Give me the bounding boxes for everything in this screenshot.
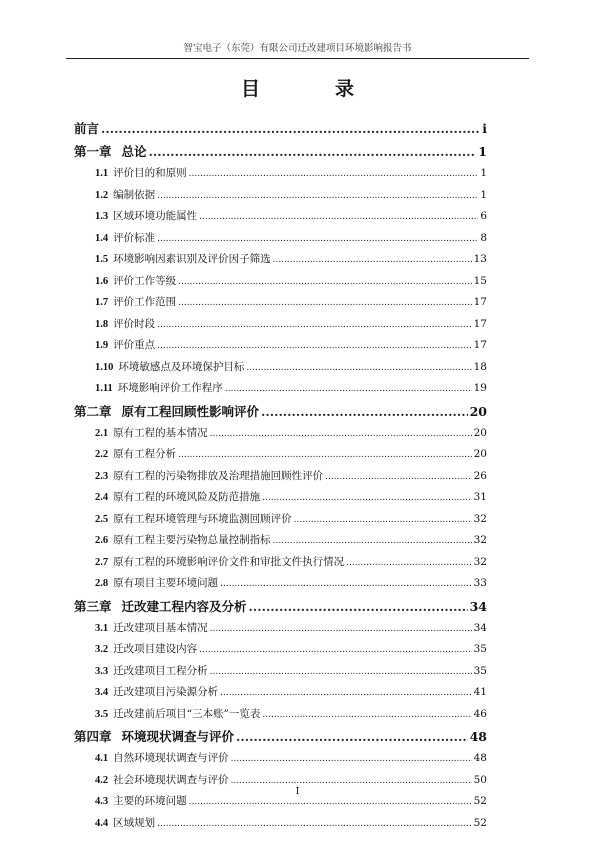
toc-page-number: 1 <box>478 144 487 159</box>
toc-page-number: 18 <box>473 360 487 373</box>
toc-page-number: 20 <box>473 426 487 439</box>
toc-leader-dots <box>189 164 479 185</box>
toc-section-entry[interactable] <box>74 444 487 466</box>
toc-section-number: 3.4 <box>95 687 109 698</box>
toc-section-entry[interactable] <box>74 357 487 379</box>
toc-leader-dots <box>101 117 480 140</box>
toc-section-number: 2.8 <box>95 578 109 589</box>
toc-section-title: 原有工程环境管理与环境监测回顾评价 <box>113 512 292 525</box>
toc-page-number: 26 <box>473 469 487 482</box>
toc-section-number: 1.7 <box>95 297 109 308</box>
toc-chapter-entry[interactable] <box>74 117 487 140</box>
toc-leader-dots <box>262 705 471 726</box>
toc-section-number: 1.3 <box>95 211 109 222</box>
toc-leader-dots <box>220 574 472 595</box>
toc-leader-dots <box>199 207 478 228</box>
toc-section-title: 原有工程分析 <box>113 448 177 460</box>
toc-leader-dots <box>157 229 478 250</box>
toc-section-number: 1.4 <box>95 232 109 244</box>
toc-leader-dots <box>157 186 478 207</box>
toc-section-title: 原有项目主要环境问题 <box>113 577 219 589</box>
toc-chapter-title: 总论 <box>121 144 147 159</box>
toc-section-number: 3.5 <box>95 708 109 720</box>
toc-page-number: 35 <box>473 664 487 677</box>
toc-leader-dots <box>178 293 472 314</box>
toc-section-entry[interactable] <box>74 704 487 726</box>
toc-section-title: 环境影响评价工作程序 <box>117 382 223 394</box>
toc-section-title: 迁改项目建设内容 <box>113 643 198 655</box>
toc-chapter-label: 第四章 <box>74 729 112 744</box>
toc-section-number: 3.3 <box>95 665 109 677</box>
toc-section-entry[interactable] <box>74 335 487 357</box>
toc-page-number: 32 <box>473 512 487 525</box>
toc-leader-dots <box>246 358 471 379</box>
toc-section-title: 社会环境现状调查与评价 <box>113 773 229 786</box>
toc-page-number: 52 <box>473 795 487 807</box>
toc-page-number: i <box>482 121 487 136</box>
toc-section-title: 自然环境现状调查与评价 <box>113 752 229 764</box>
toc-chapter-label: 第一章 <box>74 144 112 159</box>
toc-section-number: 4.2 <box>95 774 109 786</box>
toc-page-number: 32 <box>473 534 487 546</box>
toc-page-number: 20 <box>473 448 487 460</box>
toc-section-title: 主要的环境问题 <box>113 795 187 807</box>
toc-page-number: 48 <box>469 729 487 744</box>
toc-section-title: 评价标准 <box>113 231 156 244</box>
toc-section-title: 评价工作等级 <box>113 274 177 287</box>
toc-leader-dots <box>210 662 472 683</box>
toc-leader-dots <box>236 725 468 748</box>
toc-section-number: 2.6 <box>95 535 109 546</box>
toc-chapter-entry[interactable] <box>74 725 487 748</box>
toc-section-entry[interactable] <box>74 206 487 228</box>
toc-page-number: 6 <box>480 210 487 222</box>
toc-section-number: 2.4 <box>95 492 109 503</box>
toc-section-entry[interactable] <box>74 552 487 574</box>
toc-leader-dots <box>157 336 472 357</box>
toc-section-entry[interactable] <box>74 530 487 552</box>
toc-section-number: 1.2 <box>95 189 109 201</box>
toc-leader-dots <box>157 814 472 835</box>
toc-page-number: 48 <box>473 752 487 764</box>
toc-leader-dots <box>210 424 472 445</box>
toc-chapter-title: 环境现状调查与评价 <box>121 729 235 744</box>
toc-section-number: 1.9 <box>95 340 109 351</box>
toc-section-title: 原有工程的环境风险及防范措施 <box>113 491 261 503</box>
toc-page-number: 31 <box>473 491 487 503</box>
toc-section-title: 区域规划 <box>113 816 156 829</box>
toc-section-title: 评价重点 <box>113 339 156 351</box>
toc-section-title: 评价时段 <box>113 317 156 330</box>
toc-chapter-entry[interactable] <box>74 595 487 618</box>
toc-chapter-label: 前言 <box>74 121 100 136</box>
toc-section-title: 评价工作范围 <box>113 296 177 308</box>
toc-section-number: 1.6 <box>95 275 109 287</box>
toc-section-title: 区域环境功能属性 <box>113 210 198 222</box>
toc-leader-dots <box>231 749 472 770</box>
toc-chapter-label: 第三章 <box>74 598 112 614</box>
toc-section-title: 原有工程的环境影响评价文件和审批文件执行情况 <box>113 555 345 568</box>
toc-page-number: 20 <box>469 403 487 419</box>
toc-page-number: 50 <box>473 773 487 786</box>
toc-leader-dots <box>149 140 477 163</box>
toc-section-number: 4.3 <box>95 796 109 807</box>
toc-section-title: 原有工程的污染物排放及治理措施回顾性评价 <box>113 469 324 482</box>
toc-chapter-title: 迁改建工程内容及分析 <box>121 598 247 614</box>
page-title: 目 录 <box>240 78 382 100</box>
toc-section-entry[interactable] <box>74 378 487 400</box>
toc-section-entry[interactable] <box>74 618 487 640</box>
toc-section-entry[interactable] <box>74 682 487 704</box>
toc-section-number: 2.5 <box>95 513 109 525</box>
toc-section-entry[interactable] <box>74 228 487 250</box>
toc-section-number: 2.7 <box>95 556 109 568</box>
toc-page-number: 8 <box>480 231 487 244</box>
toc-page-number: 34 <box>473 621 487 634</box>
toc-page-number: 32 <box>473 555 487 568</box>
toc-section-entry[interactable] <box>74 748 487 770</box>
toc-page-number: 1 <box>480 167 487 179</box>
toc-leader-dots <box>325 467 472 488</box>
toc-leader-dots <box>346 553 472 574</box>
toc-section-entry[interactable] <box>74 813 487 835</box>
toc-section-number: 2.1 <box>95 427 109 439</box>
toc-section-title: 原有工程的基本情况 <box>113 426 208 439</box>
toc-section-entry[interactable] <box>74 314 487 336</box>
toc-section-entry[interactable] <box>74 185 487 207</box>
toc-chapter-entry[interactable] <box>74 140 487 163</box>
toc-section-entry[interactable] <box>74 271 487 293</box>
toc-page-number: 34 <box>469 598 487 614</box>
toc-page-number: 17 <box>473 317 487 330</box>
toc-leader-dots <box>273 531 472 552</box>
table-of-contents <box>74 117 487 834</box>
toc-section-number: 1.1 <box>95 168 109 179</box>
toc-section-entry[interactable] <box>74 509 487 531</box>
toc-chapter-title: 原有工程回顾性影响评价 <box>121 403 260 419</box>
toc-page-number: 1 <box>480 188 487 201</box>
toc-leader-dots <box>220 683 472 704</box>
toc-page-number: 19 <box>473 382 487 394</box>
toc-leader-dots <box>249 595 468 618</box>
toc-section-title: 迁改建前后项目“三本账”一览表 <box>113 707 261 720</box>
toc-leader-dots <box>262 488 472 509</box>
toc-chapter-entry[interactable] <box>74 400 487 423</box>
toc-section-number: 3.1 <box>95 622 109 634</box>
toc-section-title: 环境敏感点及环境保护目标 <box>118 360 245 373</box>
toc-section-number: 4.1 <box>95 753 109 764</box>
toc-page-number: 41 <box>473 686 487 698</box>
toc-section-entry[interactable] <box>74 661 487 683</box>
toc-section-entry[interactable] <box>74 249 487 271</box>
page-number: I <box>295 786 300 797</box>
toc-leader-dots <box>157 315 472 336</box>
toc-leader-dots <box>273 250 472 271</box>
running-header: 智宝电子（东莞）有限公司迁改建项目环境影响报告书 <box>66 40 529 59</box>
toc-section-number: 1.8 <box>95 318 109 330</box>
toc-section-entry[interactable] <box>74 466 487 488</box>
toc-section-number: 1.10 <box>95 361 114 373</box>
toc-section-entry[interactable] <box>74 423 487 445</box>
toc-chapter-label: 第二章 <box>74 403 112 419</box>
toc-page-number: 52 <box>473 816 487 829</box>
toc-page-number: 15 <box>473 274 487 287</box>
toc-section-number: 2.3 <box>95 470 109 482</box>
toc-leader-dots <box>178 272 472 293</box>
toc-section-entry[interactable] <box>74 639 487 661</box>
toc-section-title: 迁改建项目污染源分析 <box>113 686 219 698</box>
toc-section-title: 迁改建项目基本情况 <box>113 621 208 634</box>
toc-section-title: 迁改建项目工程分析 <box>113 664 208 677</box>
toc-section-title: 编制依据 <box>113 188 156 201</box>
toc-page-number: 13 <box>473 253 487 265</box>
toc-section-number: 2.2 <box>95 449 109 460</box>
toc-leader-dots <box>199 640 472 661</box>
toc-section-title: 环境影响因素识别及评价因子筛选 <box>113 253 271 265</box>
toc-section-entry[interactable] <box>74 163 487 185</box>
toc-leader-dots <box>294 510 472 531</box>
toc-page-number: 46 <box>473 707 487 720</box>
toc-section-entry[interactable] <box>74 573 487 595</box>
toc-page-number: 35 <box>473 643 487 655</box>
toc-page-number: 17 <box>473 339 487 351</box>
toc-section-title: 原有工程主要污染物总量控制指标 <box>113 534 271 546</box>
toc-section-number: 4.4 <box>95 817 109 829</box>
toc-leader-dots <box>178 445 472 466</box>
toc-section-entry[interactable] <box>74 292 487 314</box>
toc-section-number: 1.11 <box>95 383 113 394</box>
toc-leader-dots <box>261 400 468 423</box>
toc-leader-dots <box>210 619 472 640</box>
toc-section-entry[interactable] <box>74 487 487 509</box>
toc-section-number: 3.2 <box>95 644 109 655</box>
toc-leader-dots <box>225 379 472 400</box>
toc-page-number: 33 <box>473 577 487 589</box>
toc-page-number: 17 <box>473 296 487 308</box>
toc-section-number: 1.5 <box>95 254 109 265</box>
toc-section-title: 评价目的和原则 <box>113 167 187 179</box>
